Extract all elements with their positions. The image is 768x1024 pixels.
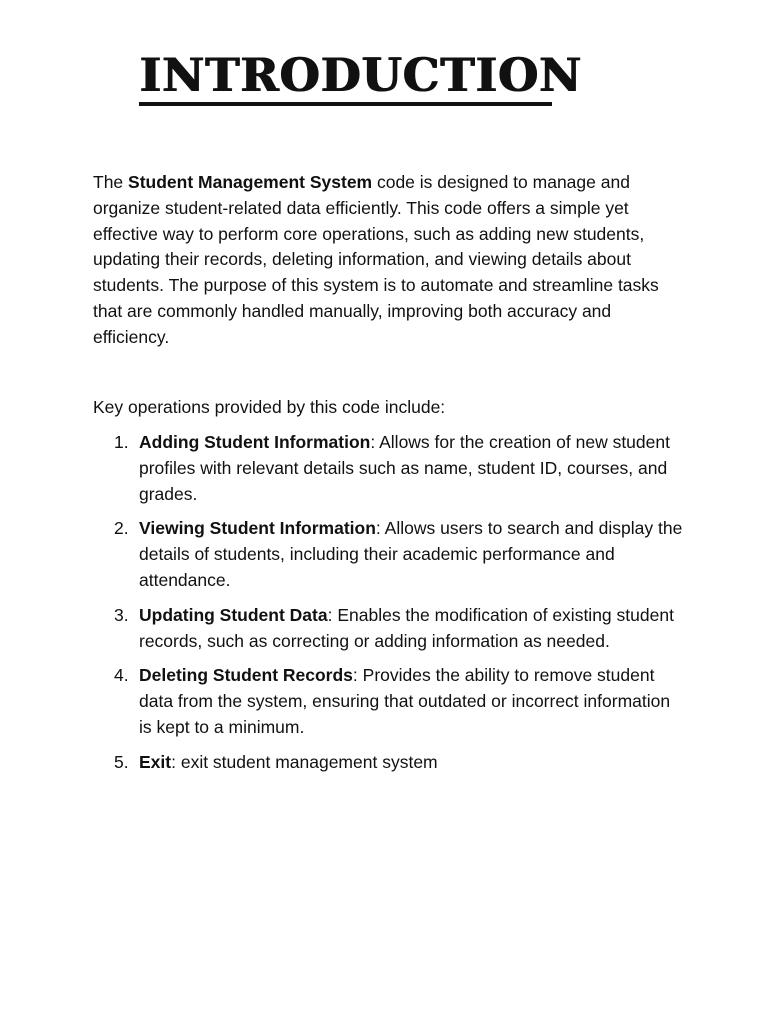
intro-text-after: code is designed to manage and organize student-related data efficiently. This code offers a simple yet effective way to perform core operations, such as adding new students, updating their records, deleting information, and viewing details about students. The purpose of this system is to automate and streamline tasks that are commonly handled manually, improving both accuracy and efficiency.	[93, 172, 659, 347]
operation-name: Updating Student Data	[139, 604, 328, 625]
operations-lead: Key operations provided by this code include:	[93, 397, 446, 417]
intro-system-name: Student Management System	[128, 172, 373, 192]
operation-item	[93, 516, 683, 593]
operation-description: : exit student management system	[171, 751, 438, 772]
operation-description: : Enables the modification of existing student records, such as correcting or adding information as needed.	[139, 604, 674, 651]
operation-number: 4.	[114, 665, 129, 686]
operation-number: 2.	[114, 518, 129, 539]
operation-number: 5.	[114, 751, 129, 772]
operations-list	[93, 430, 683, 785]
operation-item	[93, 430, 683, 507]
page-title: INTRODUCTION	[139, 48, 582, 102]
operation-number: 3.	[114, 604, 129, 625]
operation-name: Viewing Student Information	[139, 518, 376, 539]
operation-name: Deleting Student Records	[139, 665, 353, 686]
operation-name: Adding Student Information	[139, 432, 371, 452]
operation-item	[93, 663, 683, 740]
title-block	[139, 48, 582, 106]
operation-name: Exit	[139, 751, 172, 772]
intro-paragraph	[93, 170, 683, 351]
operation-description: : Allows for the creation of new student profiles with relevant details such as name, student ID, courses, and grades.	[139, 432, 670, 504]
title-underline	[139, 102, 552, 106]
intro-text-before: The	[93, 172, 129, 192]
operation-item	[93, 603, 683, 655]
operation-item	[93, 750, 683, 776]
operation-description: : Provides the ability to remove student data from the system, ensuring that outdated or incorrect information is kept to a minimum.	[139, 665, 671, 737]
operation-description: : Allows users to search and display the details of students, including their academic performance and attendance.	[139, 518, 683, 590]
operation-number: 1.	[114, 432, 129, 452]
